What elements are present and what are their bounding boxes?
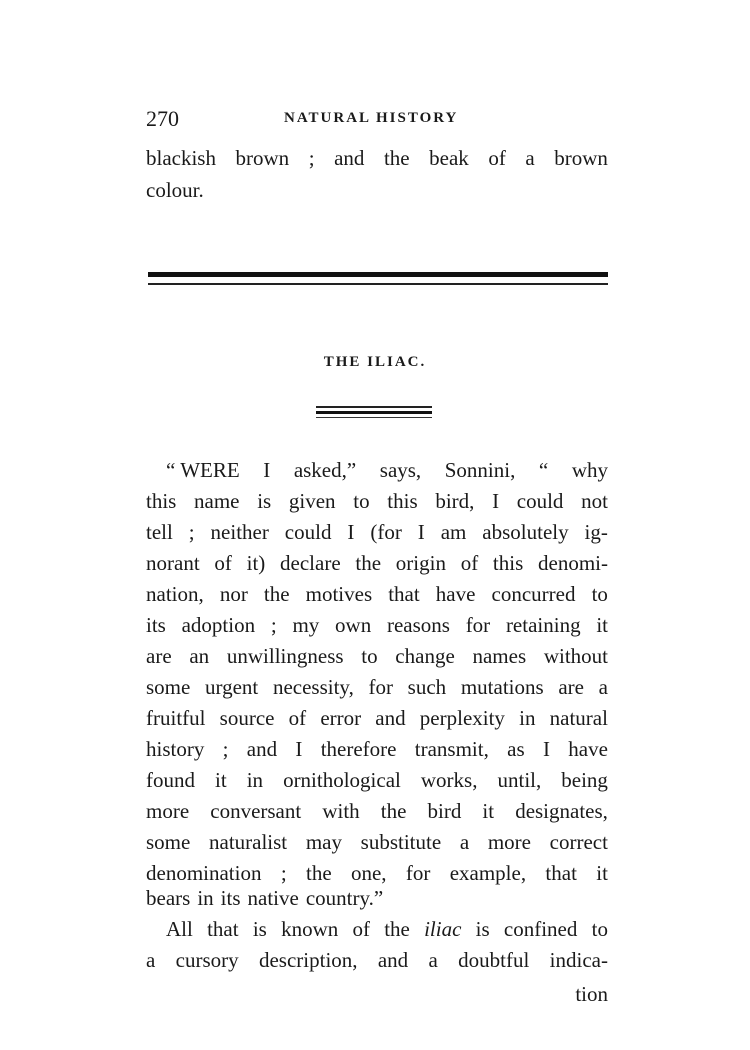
word: an [189,644,210,668]
word: ; [222,737,229,761]
word: and [377,948,409,972]
title-ornament-rule [316,417,432,418]
word: the [305,861,332,885]
running-title: NATURAL HISTORY [284,110,459,126]
word: more [146,799,190,823]
word: not [581,489,608,513]
word: one, [350,861,387,885]
word: am [440,520,467,544]
word: found [146,768,195,792]
page-header [146,106,482,132]
word: brown [554,146,608,170]
word: necessity, [272,675,354,699]
word: in [519,706,536,730]
title-ornament-rule [316,406,432,408]
word: retaining [505,613,581,637]
word: known [281,917,339,941]
word: country.” [305,886,384,910]
word: history [146,737,205,761]
word: example, [449,861,527,885]
word: brown [235,146,290,170]
word: a [428,948,438,972]
word: bird [427,799,462,823]
text-line [146,489,608,514]
word: my [292,613,320,637]
word: in [197,886,214,910]
word: fruitful [146,706,206,730]
word: change [395,644,455,668]
word: mutations [460,675,544,699]
text-line [146,830,608,855]
word: its [146,613,166,637]
text-line [166,458,608,483]
word: to [353,489,370,513]
word: substitute [360,830,442,854]
text-line [146,861,608,886]
word: why [571,458,608,482]
word: declare [280,551,341,575]
word: may [305,830,342,854]
word: ornithological [283,768,401,792]
word: for [405,861,431,885]
word: some [146,830,191,854]
word: natural [549,706,608,730]
word: Sonnini, [444,458,516,482]
word: of [460,551,479,575]
word: “ WERE [166,458,240,482]
word: of [288,706,307,730]
text-line [146,948,608,973]
word: it [596,861,608,885]
word: and [334,146,365,170]
word: neither [210,520,269,544]
catchword [146,982,608,1007]
word: description, [258,948,358,972]
word: being [561,768,608,792]
word: transmit, [414,737,489,761]
word: confined [503,917,578,941]
text-line [166,917,608,942]
word: nor [219,582,248,606]
word: it [215,768,227,792]
word: absolutely [482,520,569,544]
word: the [380,799,407,823]
italic-word: iliac [424,917,462,941]
section-divider-thick [148,272,608,277]
word: a [598,675,608,699]
word: a [146,948,156,972]
word: norant [146,551,200,575]
word: urgent [205,675,259,699]
word: I [347,520,355,544]
text-line [146,886,608,911]
word: it) [246,551,266,575]
word: source [219,706,275,730]
word: ; [188,520,195,544]
text-line [146,551,608,576]
word: the [355,551,382,575]
word: unwillingness [226,644,344,668]
word: ; [280,861,287,885]
word: therefore [320,737,397,761]
word: have [568,737,608,761]
text-line [146,768,608,793]
word: of [352,917,370,941]
text-line [146,675,608,700]
word: doubtful [458,948,530,972]
word: I [263,458,271,482]
word: such [407,675,447,699]
word: I [295,737,303,761]
word: a [525,146,535,170]
word: to [361,644,378,668]
word: its [220,886,241,910]
word: says, [379,458,422,482]
word: origin [395,551,446,575]
word: the [263,582,290,606]
word: blackish [146,146,216,170]
word: for [465,613,491,637]
word: bears [146,886,191,910]
word: the [384,917,410,941]
word: denomination [146,861,262,885]
word: this [146,489,177,513]
text-line [146,644,608,669]
word: All [166,917,193,941]
text-line [146,146,608,171]
word: more [487,830,531,854]
word: is [475,917,490,941]
word: perplexity [419,706,505,730]
word: I [417,520,425,544]
section-divider-thin [148,283,608,285]
word: have [435,582,476,606]
text-line [146,613,608,638]
word: names [472,644,527,668]
word: nation, [146,582,204,606]
word: bird, [435,489,475,513]
word: this [387,489,418,513]
text-line [146,582,608,607]
word: this [492,551,524,575]
word: own [335,613,372,637]
word: native [247,886,299,910]
word: conversant [210,799,302,823]
word: designates, [515,799,608,823]
word: could [284,520,332,544]
word: name [194,489,240,513]
word: (for [370,520,402,544]
text-line [146,178,608,203]
word: to [591,582,608,606]
word: given [288,489,336,513]
word: a [459,830,470,854]
text-line [146,737,608,762]
word: with [322,799,360,823]
text-line [146,706,608,731]
word: works, [420,768,478,792]
word: ig- [584,520,608,544]
word: to [591,917,608,941]
word: correct [549,830,608,854]
word: that [545,861,577,885]
word: motives [305,582,373,606]
word: are [146,644,172,668]
word: in [246,768,264,792]
word: it [596,613,608,637]
section-title: THE ILIAC. [323,354,427,370]
title-ornament-rule [316,411,432,414]
word: colour. [146,178,204,202]
word: ; [308,146,315,170]
text-line [146,799,608,824]
word: of [214,551,232,575]
word: adoption [181,613,256,637]
word: I [492,489,500,513]
word: cursory [175,948,239,972]
word: and [246,737,278,761]
word: denomi- [538,551,608,575]
word: reasons [386,613,450,637]
word: ; [270,613,277,637]
word: is [252,917,267,941]
word: “ [538,458,549,482]
word: that [388,582,420,606]
word: tion [575,982,608,1006]
word: could [516,489,564,513]
word: that [207,917,239,941]
word: beak [429,146,469,170]
word: for [368,675,393,699]
word: are [558,675,584,699]
word: indica- [549,948,608,972]
word: as [507,737,525,761]
word: some [146,675,191,699]
word: without [543,644,608,668]
word: concurred [491,582,576,606]
word: asked,” [293,458,357,482]
word: the [383,146,410,170]
word: it [482,799,495,823]
word: of [488,146,506,170]
word: and [375,706,406,730]
word: tell [146,520,173,544]
word: is [257,489,272,513]
page-number: 270 [146,106,179,131]
word: naturalist [209,830,288,854]
word: error [320,706,362,730]
text-line [146,520,608,545]
word: until, [497,768,542,792]
word: I [542,737,550,761]
